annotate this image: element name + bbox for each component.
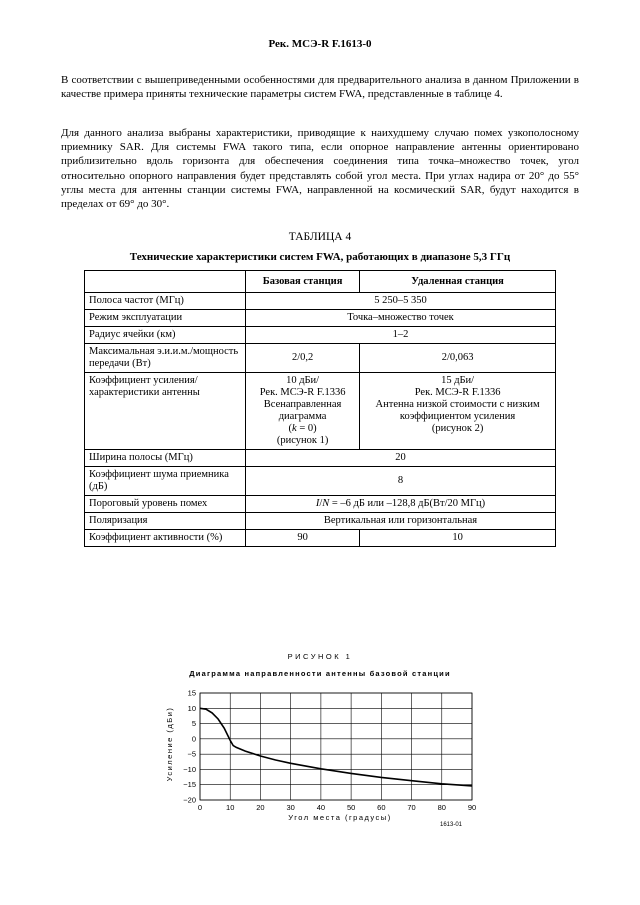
figure-label: РИСУНОК 1 [287, 652, 353, 661]
row-label: Режим эксплуатации [85, 310, 246, 327]
chart-ticks [183, 689, 476, 813]
row-value-base: 90 [246, 530, 360, 547]
chart-series [200, 708, 472, 786]
row-value-base [246, 373, 360, 450]
table-row-noise [85, 467, 556, 496]
y-axis-label: Усиление (дБи) [165, 706, 174, 782]
x-tick-label: 20 [256, 803, 265, 812]
row-value: 8 [246, 467, 556, 496]
gain-remote-line: (рисунок 2) [431, 423, 484, 434]
row-value: 5 250–5 350 [246, 293, 556, 310]
row-value-remote: 10 [360, 530, 556, 547]
gain-base-line: Рек. МСЭ-R F.1336 [259, 387, 346, 398]
y-tick-label: −10 [183, 764, 196, 774]
gain-base-line: (рисунок 1) [276, 435, 329, 446]
gain-base-line [250, 423, 355, 435]
table-row-gain [85, 373, 556, 450]
row-value-remote: 2/0,063 [360, 344, 556, 373]
specs-table [84, 270, 556, 547]
page-header: Рек. МСЭ-R F.1613-0 [268, 38, 372, 50]
y-tick-label: −20 [183, 795, 196, 805]
row-value: Точка–множество точек [246, 310, 556, 327]
row-label: Коэффициент шума приемника (дБ) [85, 467, 246, 496]
col-header-base: Базовая станция [246, 271, 360, 293]
row-label: Коэффициент активности (%) [85, 530, 246, 547]
chart-title: Диаграмма направленности антенны базовой станции [189, 669, 451, 678]
table-corner-cell [85, 271, 246, 293]
gain-chart [160, 682, 490, 822]
threshold-text: = –6 дБ или –128,8 дБ(Вт/20 МГц) [329, 498, 486, 509]
row-value-remote [360, 373, 556, 450]
x-axis-label: Угол места (градусы) [288, 813, 392, 822]
row-label: Максимальная э.и.и.м./мощность передачи (Вт) [85, 344, 246, 373]
paren-open: ( [288, 423, 293, 434]
gain-remote-line: Антенна низкой стоимости с низким коэффициентом усиления [375, 399, 540, 422]
k-value: = 0) [296, 423, 317, 434]
gain-base-line: Всенаправленная диаграмма [263, 399, 342, 422]
x-tick-label: 50 [346, 803, 356, 812]
row-label: Коэффициент усиления/характеристики антенны [85, 373, 246, 450]
y-tick-label: 5 [191, 719, 196, 729]
plot-frame [200, 693, 472, 800]
table-row-bandwidth [85, 450, 556, 467]
row-value: 1–2 [246, 327, 556, 344]
table-caption: Технические характеристики систем FWA, работающих в диапазоне 5,3 ГГц [129, 251, 511, 263]
paragraph-analysis: Для данного анализа выбраны характеристики, приводящие к наихудшему случаю помех узкополосному приемнику SAR. Для системы FWA такого типа, если опорное направление антенны ориентировано приблизительно вдоль горизонта для обеспечения соединения типа точка–множество точек, угол относительно опорного направления будет представлять собой угол места. При углах надира от 20° до 55° углы места для антенны станции системы FWA, направленной на космический SAR, будут находится в пределах от 69° до 30°. [61, 127, 579, 211]
row-label: Ширина полосы (МГц) [85, 450, 246, 467]
row-value: Вертикальная или горизонтальная [246, 513, 556, 530]
x-tick-label: 10 [226, 803, 235, 812]
table-title: ТАБЛИЦА 4 [288, 231, 352, 243]
table-row-frequency [85, 293, 556, 310]
table-row-activity [85, 530, 556, 547]
table-row-mode [85, 310, 556, 327]
row-value-base: 2/0,2 [246, 344, 360, 373]
x-tick-label: 30 [286, 803, 295, 812]
gain-remote-line: Рек. МСЭ-R F.1336 [414, 387, 501, 398]
x-tick-label: 90 [467, 803, 477, 812]
gain-remote-line: 15 дБи/ [441, 375, 475, 386]
col-header-remote: Удаленная станция [360, 271, 556, 293]
table-row-radius [85, 327, 556, 344]
paragraph-intro: В соответствии с вышеприведенными особенностями для предварительного анализа в данном Приложении в качестве примера приняты технические параметры систем FWA, представленные в таблице 4. [61, 74, 579, 101]
chart-grid [200, 693, 472, 800]
x-tick-label: 70 [407, 803, 416, 812]
row-label: Поляризация [85, 513, 246, 530]
x-tick-label: 0 [197, 803, 203, 812]
table-row-polarization [85, 513, 556, 530]
y-tick-label: 15 [187, 688, 196, 698]
row-label: Полоса частот (МГц) [85, 293, 246, 310]
x-tick-label: 60 [377, 803, 386, 812]
n-symbol: N [322, 498, 330, 509]
x-tick-label: 40 [316, 803, 326, 812]
row-label: Пороговый уровень помех [85, 496, 246, 513]
table-row-power [85, 344, 556, 373]
row-value [246, 496, 556, 513]
row-value: 20 [246, 450, 556, 467]
x-tick-label: 80 [437, 803, 446, 812]
gain-base-line: 10 дБи/ [286, 375, 320, 386]
table-row-threshold [85, 496, 556, 513]
i-symbol: I [315, 498, 320, 509]
k-symbol: k [292, 423, 297, 434]
series-line [200, 708, 472, 786]
y-tick-label: 10 [187, 703, 196, 713]
figure-ref: 1613-01 [440, 822, 463, 828]
row-label: Радиус ячейки (км) [85, 327, 246, 344]
slash: / [319, 498, 323, 509]
y-tick-label: −5 [187, 749, 196, 759]
table-header-row [85, 271, 556, 293]
y-tick-label: −15 [183, 780, 196, 790]
y-tick-label: 0 [191, 734, 196, 744]
